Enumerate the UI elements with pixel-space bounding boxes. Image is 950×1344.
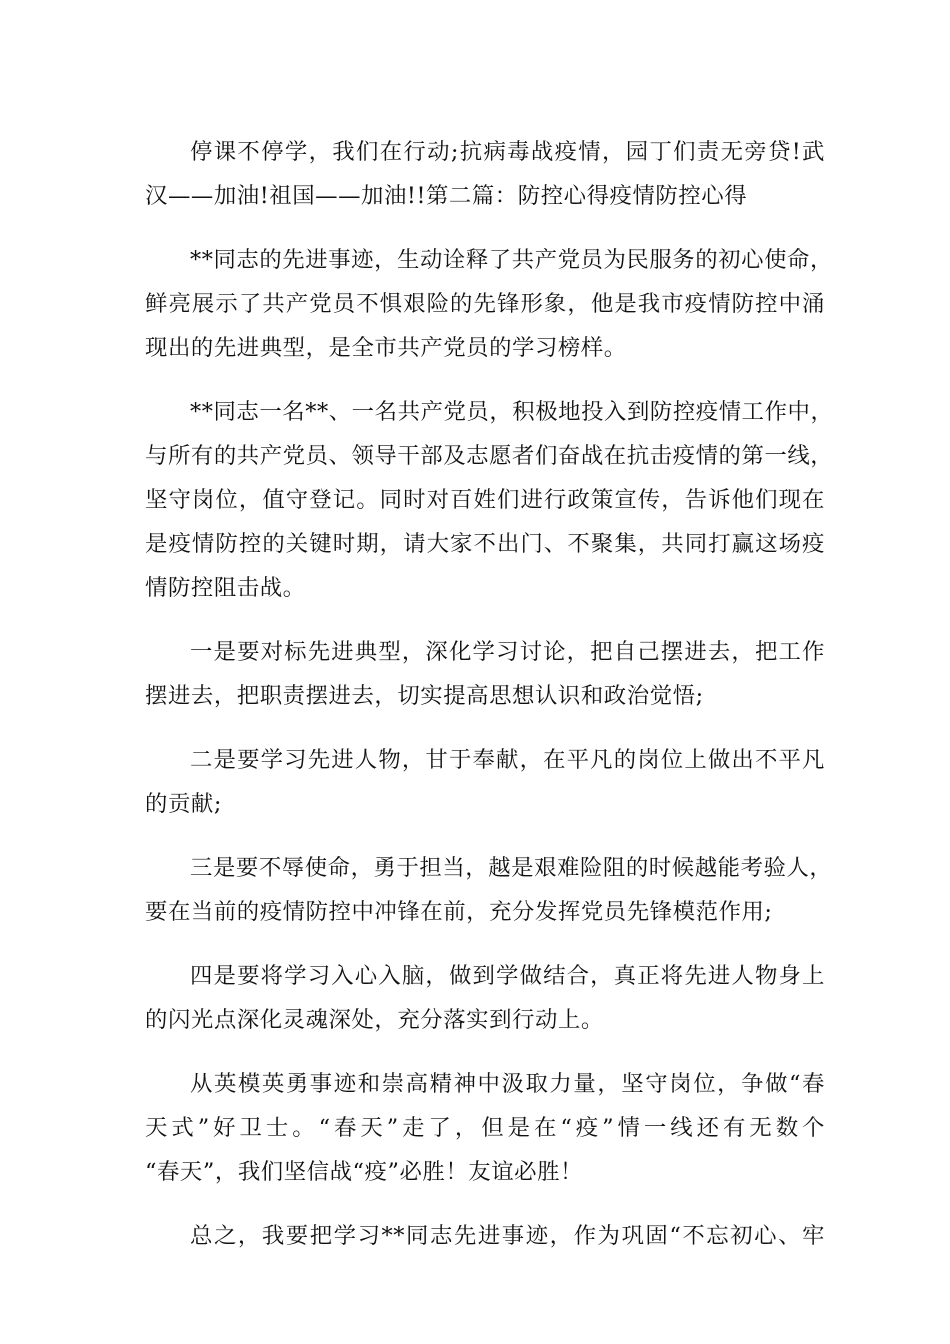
text-line: 四是要将学习入心入脑，做到学做结合，真正将先进人物身上 bbox=[190, 963, 825, 989]
text-line: 鲜亮展示了共产党员不惧艰险的先锋形象，他是我市疫情防控中涌 bbox=[145, 291, 825, 317]
paragraph-1 bbox=[145, 130, 825, 218]
text-line: “春天”，我们坚信战“疫”必胜！友谊必胜！ bbox=[145, 1159, 583, 1185]
text-line: 是疫情防控的关键时期，请大家不出门、不聚集，共同打赢这场疫 bbox=[145, 531, 825, 557]
text-line: 的闪光点深化灵魂深处，充分落实到行动上。 bbox=[145, 1007, 604, 1033]
text-line: 三是要不辱使命，勇于担当，越是艰难险阻的时候越能考验人， bbox=[190, 855, 833, 881]
document-body bbox=[145, 130, 834, 1258]
text-line: 从英模英勇事迹和崇高精神中汲取力量，坚守岗位，争做“春 bbox=[190, 1071, 825, 1097]
paragraph-5 bbox=[145, 738, 825, 826]
paragraph-9 bbox=[145, 1214, 825, 1258]
text-line: 总之，我要把学习**同志先进事迹，作为巩固“不忘初心、牢 bbox=[190, 1223, 825, 1249]
text-line: 二是要学习先进人物，甘于奉献，在平凡的岗位上做出不平凡 bbox=[190, 747, 825, 773]
text-line: 与所有的共产党员、领导干部及志愿者们奋战在抗击疫情的第一线， bbox=[145, 443, 834, 469]
text-line: 停课不停学，我们在行动;抗病毒战疫情，园丁们责无旁贷!武 bbox=[190, 139, 825, 165]
text-line: 现出的先进典型，是全市共产党员的学习榜样。 bbox=[145, 335, 627, 361]
text-line: **同志的先进事迹，生动诠释了共产党员为民服务的初心使命， bbox=[190, 247, 833, 273]
paragraph-3 bbox=[145, 390, 834, 610]
paragraph-8 bbox=[145, 1062, 825, 1194]
text-line: 汉——加油!祖国——加油!!第二篇：防控心得疫情防控心得 bbox=[145, 183, 748, 209]
text-line: 一是要对标先进典型，深化学习讨论，把自己摆进去，把工作 bbox=[190, 639, 825, 665]
paragraph-7 bbox=[145, 954, 825, 1042]
paragraph-4 bbox=[145, 630, 825, 718]
text-line: **同志一名**、一名共产党员，积极地投入到防控疫情工作中， bbox=[190, 399, 834, 425]
text-line: 天式”好卫士。“春天”走了，但是在“疫”情一线还有无数个 bbox=[145, 1115, 825, 1141]
text-line: 要在当前的疫情防控中冲锋在前，充分发挥党员先锋模范作用; bbox=[145, 899, 773, 925]
text-line: 情防控阻击战。 bbox=[145, 575, 306, 601]
text-line: 摆进去，把职责摆进去，切实提高思想认识和政治觉悟; bbox=[145, 683, 704, 709]
paragraph-2 bbox=[145, 238, 833, 370]
paragraph-6 bbox=[145, 846, 833, 934]
text-line: 的贡献; bbox=[145, 791, 222, 817]
text-line: 坚守岗位，值守登记。同时对百姓们进行政策宣传，告诉他们现在 bbox=[145, 487, 825, 513]
